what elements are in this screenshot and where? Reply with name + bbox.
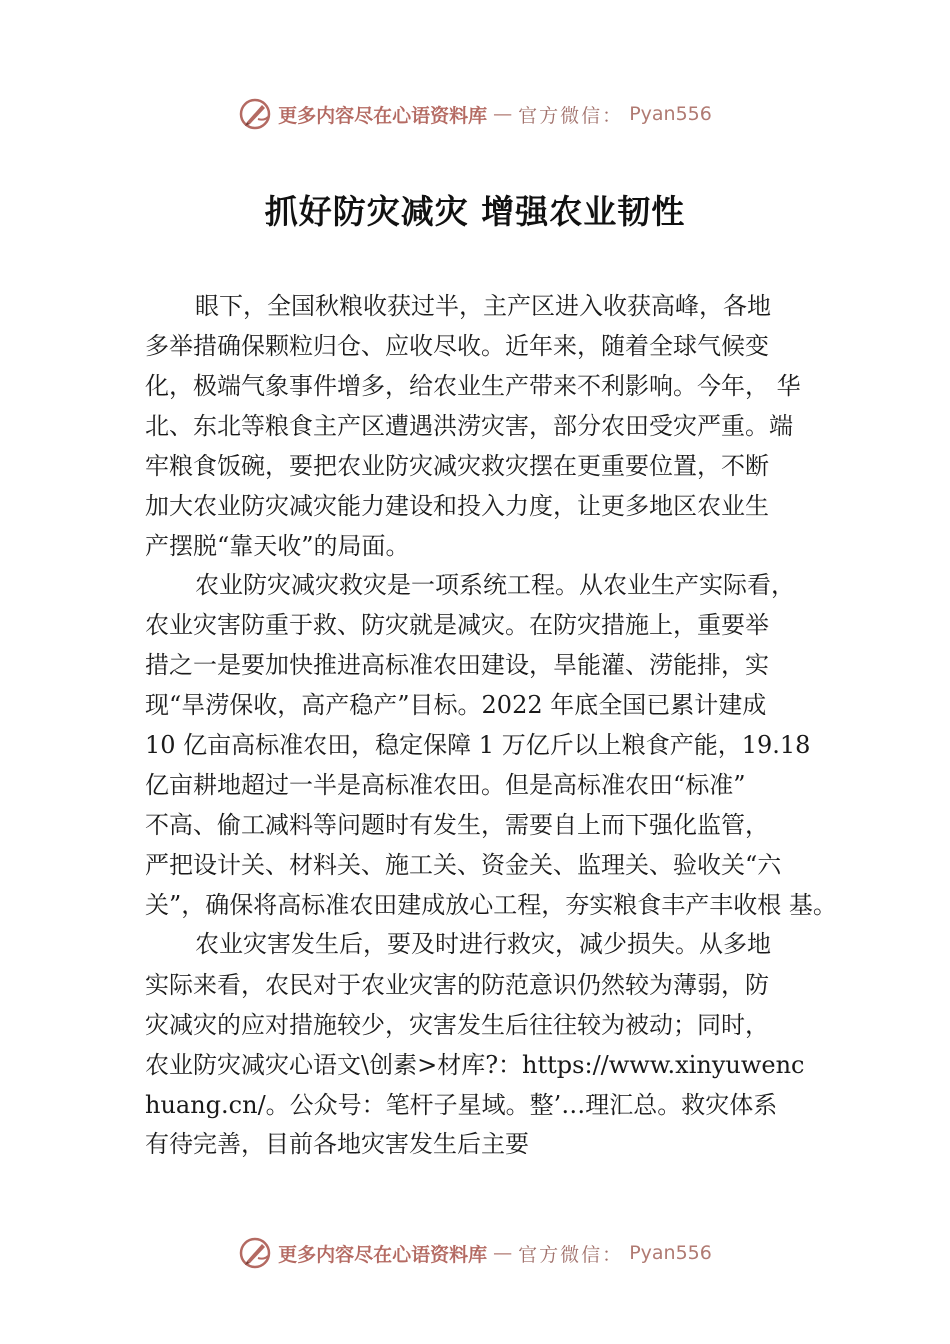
footer-banner bbox=[0, 1233, 950, 1273]
pen-logo-icon bbox=[238, 97, 272, 131]
body-line: 10 亿亩高标准农田，稳定保障 1 万亿斤以上粮食产能，19.18 bbox=[145, 731, 811, 759]
body-line: 不高、偷工减料等问题时有发生，需要自上而下强化监管， bbox=[145, 811, 769, 839]
body-line: 农业防灾减灾救灾是一项系统工程。从农业生产实际看， bbox=[195, 571, 795, 599]
body-line: 农业防灾减灾心语文\创素>材库?：https://www.xinyuwenc bbox=[145, 1051, 805, 1079]
banner-wechat-label: 官方微信： bbox=[518, 1243, 624, 1266]
body-line: 现“旱涝保收，高产稳产”目标。2022 年底全国已累计建成 bbox=[145, 691, 767, 719]
body-line: 严把设计关、材料关、施工关、资金关、监理关、验收关“六 bbox=[145, 851, 782, 879]
body-line: 多举措确保颗粒归仓、应收尽收。近年来，随着全球气候变 bbox=[145, 332, 769, 360]
body-line: 措之一是要加快推进高标准农田建设，旱能灌、涝能排，实 bbox=[145, 651, 769, 679]
banner-wechat-label: 官方微信： bbox=[518, 104, 624, 127]
body-line: 化，极端气象事件增多，给农业生产带来不利影响。今年， 华 bbox=[145, 372, 801, 400]
body-line: 农业灾害防重于救、防灾就是减灾。在防灾措施上，重要举 bbox=[145, 611, 769, 639]
body-line: huang.cn/。公众号：笔杆子星域。整’…理汇总。救灾体系 bbox=[145, 1091, 778, 1119]
body-line: 亿亩耕地超过一半是高标准农田。但是高标准农田“标准” bbox=[145, 771, 746, 799]
body-line: 产摆脱“靠天收”的局面。 bbox=[145, 532, 410, 560]
banner-wechat-id: Pyan556 bbox=[629, 103, 712, 125]
body-line: 眼下，全国秋粮收获过半，主产区进入收获高峰，各地 bbox=[195, 292, 771, 320]
body-line: 北、东北等粮食主产区遭遇洪涝灾害，部分农田受灾严重。端 bbox=[145, 412, 793, 440]
body-line: 灾减灾的应对措施较少，灾害发生后往往较为被动；同时， bbox=[145, 1011, 769, 1039]
banner-dash: — bbox=[493, 1242, 513, 1264]
body-line: 加大农业防灾减灾能力建设和投入力度，让更多地区农业生 bbox=[145, 492, 769, 520]
pen-logo-icon bbox=[238, 1236, 272, 1270]
body-line: 实际来看，农民对于农业灾害的防范意识仍然较为薄弱，防 bbox=[145, 971, 769, 999]
header-banner bbox=[0, 94, 950, 134]
body-line: 牢粮食饭碗，要把农业防灾减灾救灾摆在更重要位置，不断 bbox=[145, 452, 769, 480]
banner-brand-text: 更多内容尽在心语资料库 bbox=[278, 1243, 488, 1266]
banner-wechat-id: Pyan556 bbox=[629, 1242, 712, 1264]
document-title: 抓好防灾减灾 增强农业韧性 bbox=[264, 192, 686, 231]
banner-brand-text: 更多内容尽在心语资料库 bbox=[278, 104, 488, 127]
body-line: 有待完善，目前各地灾害发生后主要 bbox=[145, 1130, 529, 1158]
banner-dash: — bbox=[493, 103, 513, 125]
body-line: 关”，确保将高标准农田建成放心工程，夯实粮食丰产丰收根 基。 bbox=[145, 891, 837, 919]
body-line: 农业灾害发生后，要及时进行救灾，减少损失。从多地 bbox=[195, 930, 771, 958]
